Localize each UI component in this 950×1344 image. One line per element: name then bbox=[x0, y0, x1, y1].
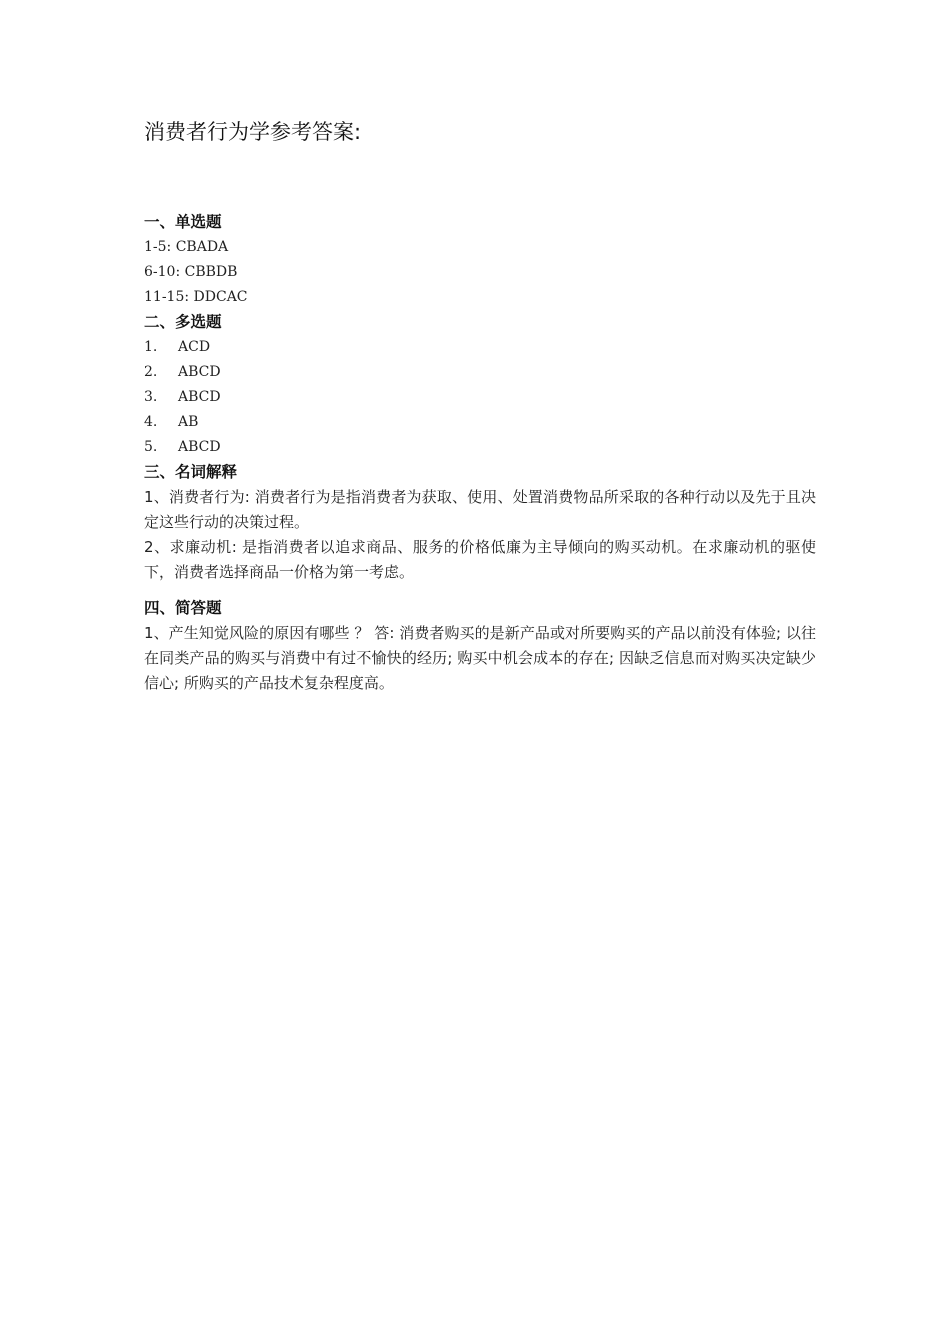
section-heading-multiple-choice: 二、多选题 bbox=[144, 313, 222, 331]
single-choice-line: 11-15: DDCAC bbox=[144, 289, 248, 305]
item-number: 1. bbox=[144, 339, 158, 355]
section-terms bbox=[144, 460, 816, 585]
section-multiple-choice bbox=[144, 310, 816, 460]
document-body bbox=[144, 114, 816, 696]
section-single-choice bbox=[144, 210, 816, 310]
term-definition: 2、求廉动机: 是指消费者以追求商品、服务的价格低廉为主导倾向的购买动机。在求廉动机的驱使下，消费者选择商品一价格为第一考虑。 bbox=[144, 538, 816, 581]
item-answer: ABCD bbox=[178, 364, 221, 380]
item-answer: AB bbox=[178, 414, 199, 430]
item-answer: ACD bbox=[178, 339, 211, 355]
term-definition: 1、消费者行为: 消费者行为是指消费者为获取、使用、处置消费物品所采取的各种行动以及先于且决定这些行动的决策过程。 bbox=[144, 488, 816, 531]
item-number: 3. bbox=[144, 389, 158, 405]
section-heading-terms: 三、名词解释 bbox=[144, 463, 238, 481]
section-heading-single-choice: 一、单选题 bbox=[144, 213, 222, 231]
multiple-choice-item bbox=[144, 335, 816, 360]
section-spacer bbox=[144, 585, 816, 596]
multiple-choice-item bbox=[144, 360, 816, 385]
title-spacer bbox=[144, 150, 816, 210]
document-title: 消费者行为学参考答案: bbox=[144, 120, 362, 144]
item-number: 5. bbox=[144, 439, 158, 455]
item-answer: ABCD bbox=[178, 439, 221, 455]
multiple-choice-item bbox=[144, 385, 816, 410]
item-number: 2. bbox=[144, 364, 158, 380]
section-heading-short-answer: 四、简答题 bbox=[144, 599, 222, 617]
multiple-choice-item bbox=[144, 410, 816, 435]
item-number: 4. bbox=[144, 414, 158, 430]
multiple-choice-item bbox=[144, 435, 816, 460]
single-choice-line: 1-5: CBADA bbox=[144, 239, 229, 255]
short-answer-paragraph: 1、产生知觉风险的原因有哪些 ？ 答: 消费者购买的是新产品或对所要购买的产品以前没有体验; 以往在同类产品的购买与消费中有过不愉快的经历; 购买中机会成本的存在; 因缺乏信息而对购买决定缺少信心; 所购买的产品技术复杂程度高。 bbox=[144, 624, 816, 692]
section-short-answer bbox=[144, 596, 816, 696]
item-answer: ABCD bbox=[178, 389, 221, 405]
single-choice-line: 6-10: CBBDB bbox=[144, 264, 238, 280]
